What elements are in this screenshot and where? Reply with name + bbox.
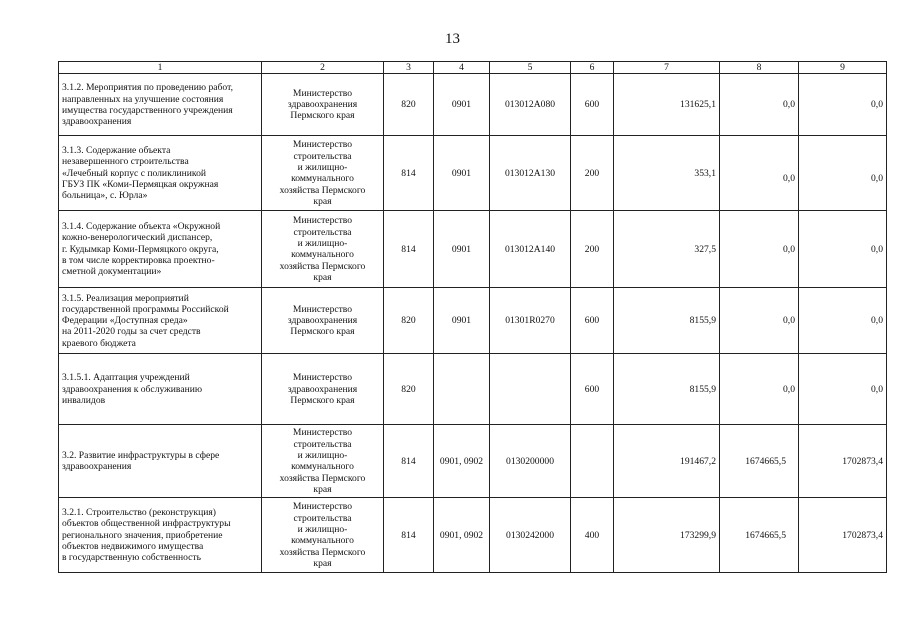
amount-col7-cell: 8155,9 xyxy=(614,354,720,425)
table-row xyxy=(59,74,887,136)
expense-type-cell: 600 xyxy=(571,354,614,425)
column-header: 6 xyxy=(571,62,614,74)
amount-col8-cell: 1674665,5 xyxy=(720,498,799,573)
amount-col9-cell: 0,0 xyxy=(799,288,887,354)
grbs-code-cell: 820 xyxy=(384,74,434,136)
expense-type-cell: 600 xyxy=(571,74,614,136)
amount-col9-cell: 1702873,4 xyxy=(799,425,887,498)
section-code-cell: 0901 xyxy=(434,211,490,288)
activity-name-cell: 3.1.4. Содержание объекта «Окружной кожно-венерологический диспансер, г. Кудымкар Коми-Пермяцкого округа, в том числе корректировка проектно- сметной документации» xyxy=(59,211,262,288)
amount-col8-cell: 0,0 xyxy=(720,354,799,425)
amount-col7-cell: 353,1 xyxy=(614,136,720,211)
section-code-cell: 0901 xyxy=(434,288,490,354)
activity-name-cell: 3.1.2. Мероприятия по проведению работ, направленных на улучшение состояния имущества государственного учреждения здравоохранения xyxy=(59,74,262,136)
amount-col8-cell: 0,0 xyxy=(720,136,799,211)
column-header: 3 xyxy=(384,62,434,74)
section-code-cell: 0901 xyxy=(434,136,490,211)
section-code-cell xyxy=(434,354,490,425)
ministry-cell: Министерство здравоохранения Пермского края xyxy=(262,354,384,425)
column-header: 7 xyxy=(614,62,720,74)
table-row xyxy=(59,136,887,211)
amount-col7-cell: 8155,9 xyxy=(614,288,720,354)
grbs-code-cell: 814 xyxy=(384,136,434,211)
amount-col9-cell: 0,0 xyxy=(799,211,887,288)
column-header: 8 xyxy=(720,62,799,74)
ministry-cell: Министерство строительства и жилищно- коммунального хозяйства Пермского края xyxy=(262,425,384,498)
section-code-cell: 0901 xyxy=(434,74,490,136)
grbs-code-cell: 814 xyxy=(384,498,434,573)
amount-col7-cell: 131625,1 xyxy=(614,74,720,136)
grbs-code-cell: 820 xyxy=(384,354,434,425)
amount-col8-cell: 0,0 xyxy=(720,211,799,288)
table-row xyxy=(59,211,887,288)
grbs-code-cell: 820 xyxy=(384,288,434,354)
target-code-cell: 01301R0270 xyxy=(490,288,571,354)
activity-name-cell: 3.1.3. Содержание объекта незавершенного строительства «Лечебный корпус с поликлиникой ГБУЗ ПК «Коми-Пермяцкая окружная больница», с. Юрла» xyxy=(59,136,262,211)
page-number: 13 xyxy=(445,31,460,47)
section-code-cell: 0901, 0902 xyxy=(434,498,490,573)
target-code-cell: 013012А140 xyxy=(490,211,571,288)
ministry-cell: Министерство здравоохранения Пермского края xyxy=(262,74,384,136)
target-code-cell: 013012А130 xyxy=(490,136,571,211)
section-code-cell: 0901, 0902 xyxy=(434,425,490,498)
target-code-cell xyxy=(490,354,571,425)
amount-col9-cell: 0,0 xyxy=(799,136,887,211)
amount-col8-cell: 0,0 xyxy=(720,288,799,354)
ministry-cell: Министерство строительства и жилищно- коммунального хозяйства Пермского края xyxy=(262,498,384,573)
table-row xyxy=(59,498,887,573)
table-row xyxy=(59,354,887,425)
amount-col8-cell: 0,0 xyxy=(720,74,799,136)
activity-name-cell: 3.2. Развитие инфраструктуры в сфере здравоохранения xyxy=(59,425,262,498)
target-code-cell: 013012А080 xyxy=(490,74,571,136)
activity-name-cell: 3.1.5.1. Адаптация учреждений здравоохранения к обслуживанию инвалидов xyxy=(59,354,262,425)
amount-col8-cell: 1674665,5 xyxy=(720,425,799,498)
table-row xyxy=(59,288,887,354)
amount-col7-cell: 191467,2 xyxy=(614,425,720,498)
ministry-cell: Министерство строительства и жилищно- коммунального хозяйства Пермского края xyxy=(262,136,384,211)
target-code-cell: 0130242000 xyxy=(490,498,571,573)
expense-type-cell: 200 xyxy=(571,211,614,288)
amount-col7-cell: 327,5 xyxy=(614,211,720,288)
amount-col9-cell: 0,0 xyxy=(799,354,887,425)
amount-col7-cell: 173299,9 xyxy=(614,498,720,573)
expense-type-cell: 400 xyxy=(571,498,614,573)
column-header: 9 xyxy=(799,62,887,74)
ministry-cell: Министерство здравоохранения Пермского края xyxy=(262,288,384,354)
expense-type-cell xyxy=(571,425,614,498)
grbs-code-cell: 814 xyxy=(384,425,434,498)
budget-table xyxy=(58,61,887,573)
column-header: 1 xyxy=(59,62,262,74)
table-row xyxy=(59,425,887,498)
amount-col9-cell: 0,0 xyxy=(799,74,887,136)
activity-name-cell: 3.2.1. Строительство (реконструкция) объектов общественной инфраструктуры регионального значения, приобретение объектов недвижимого имущества в государственную собственность xyxy=(59,498,262,573)
target-code-cell: 0130200000 xyxy=(490,425,571,498)
column-header: 4 xyxy=(434,62,490,74)
amount-col9-cell: 1702873,4 xyxy=(799,498,887,573)
expense-type-cell: 200 xyxy=(571,136,614,211)
column-header: 2 xyxy=(262,62,384,74)
activity-name-cell: 3.1.5. Реализация мероприятий государственной программы Российской Федерации «Доступная среда» на 2011-2020 годы за счет средств краевого бюджета xyxy=(59,288,262,354)
expense-type-cell: 600 xyxy=(571,288,614,354)
column-header: 5 xyxy=(490,62,571,74)
header-row xyxy=(59,62,887,74)
ministry-cell: Министерство строительства и жилищно- коммунального хозяйства Пермского края xyxy=(262,211,384,288)
grbs-code-cell: 814 xyxy=(384,211,434,288)
